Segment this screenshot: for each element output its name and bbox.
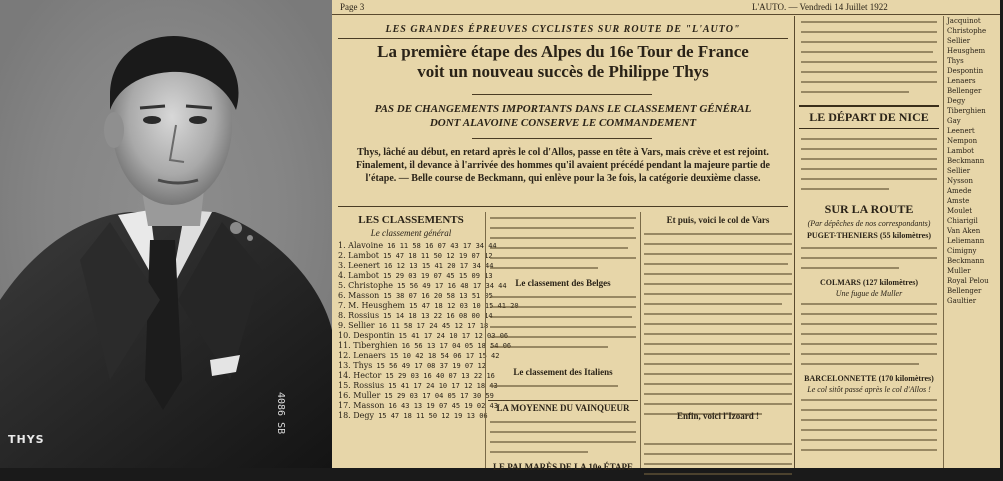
far-list-item: Leliemann xyxy=(947,237,985,245)
classement-row xyxy=(338,281,507,291)
rider-name: 12. Lenaers xyxy=(338,351,386,360)
col-izoard-heading: Enfin, voici l'Izoard ! xyxy=(676,411,759,421)
text-block-lines xyxy=(642,228,794,478)
rider-time: 15 47 18 11 50 12 19 07 12 xyxy=(383,252,493,260)
article-headline xyxy=(338,42,788,82)
rider-name: 16. Muller xyxy=(338,391,381,400)
depart-nice-title: LE DÉPART DE NICE xyxy=(799,105,939,129)
far-list-item: Bellenger xyxy=(947,287,982,295)
classement-row xyxy=(338,381,498,391)
sur-la-route-title: SUR LA ROUTE xyxy=(824,202,914,216)
classement-row xyxy=(338,331,509,341)
rider-time: 15 29 03 16 40 07 13 22 16 xyxy=(385,372,495,380)
far-list-item: Cimigny xyxy=(947,247,977,255)
column-text xyxy=(488,212,638,275)
rider-name: 9. Sellier xyxy=(338,321,375,330)
far-list-item: Lambot xyxy=(947,147,974,155)
far-list-item: Amede xyxy=(947,187,972,195)
text-block-lines xyxy=(488,380,638,394)
far-list-item: Jacquinot xyxy=(947,17,981,25)
subhead-line-2: DONT ALAVOINE CONSERVE LE COMMANDEMENT xyxy=(429,117,697,129)
rider-name: 15. Rossius xyxy=(338,381,385,390)
classement-row xyxy=(338,361,484,371)
classement-row xyxy=(338,261,494,271)
rider-time: 15 47 18 12 03 10 15 41 20 xyxy=(409,302,519,310)
rider-time: 15 14 18 13 22 16 08 00 14 xyxy=(383,312,493,320)
city-colmars: COLMARS (127 kilomètres) xyxy=(819,278,919,287)
colmars-subtitle: Une fugue de Muller xyxy=(835,289,903,298)
far-list-item: Sellier xyxy=(947,37,971,45)
far-list-item: Beckmann xyxy=(947,157,985,165)
rider-name: 18. Degy xyxy=(338,411,375,420)
far-list-item: Gaultier xyxy=(947,297,977,305)
right-columns xyxy=(794,16,1001,468)
rider-name: 4. Lambot xyxy=(338,271,379,280)
far-list-item: Nysson xyxy=(947,177,973,185)
page-number: Page 3 xyxy=(340,2,365,12)
text-block-lines xyxy=(488,416,638,456)
far-list-item: Heusghem xyxy=(947,47,986,55)
classement-row xyxy=(338,251,493,261)
masthead: L'AUTO. — Vendredi 14 Juillet 1922 xyxy=(752,2,888,12)
rider-time: 16 11 58 16 07 43 17 34 44 xyxy=(387,242,497,250)
article-subhead xyxy=(338,102,788,130)
belges-column xyxy=(488,212,638,472)
right-column-1 xyxy=(799,16,939,468)
belges-title: Le classement des Belges xyxy=(515,278,611,288)
far-list-item: Nempon xyxy=(947,137,978,145)
far-list-item: Amste xyxy=(947,197,970,205)
classement-row xyxy=(338,351,500,361)
far-list-item: Chiarigil xyxy=(947,217,978,225)
rider-name: 17. Masson xyxy=(338,401,385,410)
classements-subtitle: Le classement général xyxy=(370,228,452,238)
far-list-item: Muller xyxy=(947,267,971,275)
barcelonnette-subtitle: Le col sitôt passé après le col d'Allos ! xyxy=(807,385,931,394)
article-lede xyxy=(340,146,786,185)
rider-name: 13. Thys xyxy=(338,361,373,370)
city-barcelonnette: BARCELONNETTE (170 kilomètres) xyxy=(804,374,934,383)
far-list-item: Gay xyxy=(947,117,961,125)
headline-line-1: La première étape des Alpes du 16e Tour de France xyxy=(377,42,749,61)
article-kicker: LES GRANDES ÉPREUVES CYCLISTES SUR ROUTE DE "L'AUTO" xyxy=(385,24,741,35)
classement-row xyxy=(338,271,493,281)
rider-time: 16 12 13 15 41 20 17 34 44 xyxy=(383,262,494,270)
far-list-item: Christophe xyxy=(947,27,987,35)
far-list-item: Tiberghien xyxy=(947,107,986,115)
rider-name: 10. Despontin xyxy=(338,331,395,340)
italiens-title: Le classement des Italiens xyxy=(513,367,613,377)
rider-time: 15 10 42 18 54 06 17 15 42 xyxy=(389,352,500,360)
rider-time: 15 29 03 19 07 45 15 09 13 xyxy=(383,272,493,280)
classement-row xyxy=(338,391,494,401)
portrait-photo xyxy=(0,0,332,468)
rider-time: 15 56 49 17 16 48 17 34 44 xyxy=(396,282,507,290)
classement-row xyxy=(338,411,488,421)
classement-row xyxy=(338,401,498,411)
rider-time: 15 29 03 17 04 05 17 30 59 xyxy=(384,392,494,400)
rider-time: 16 43 13 19 07 45 19 02 43 xyxy=(388,402,498,410)
rider-time: 15 56 49 17 08 37 19 07 12 xyxy=(376,362,486,370)
far-list-item: Bellenger xyxy=(947,87,982,95)
far-list-item: Beckmann xyxy=(947,257,985,265)
col-vars-heading: Et puis, voici le col de Vars xyxy=(666,215,770,225)
lede-line-3: l'étape. — Belle course de Beckmann, qui enlève pour la 3e fois, la catégorie deuxième classe. xyxy=(365,173,761,184)
far-list-item: Thys xyxy=(947,57,964,65)
rider-name: 7. M. Heusghem xyxy=(338,301,406,310)
city-puget-theniers: PUGET-THENIERS (55 kilomètres) xyxy=(806,231,931,240)
rider-name: 6. Masson xyxy=(338,291,380,300)
far-list-item: Degy xyxy=(947,97,966,105)
text-block-lines xyxy=(799,16,939,96)
photo-caption: THYS xyxy=(8,433,45,446)
newspaper-page xyxy=(332,0,1000,472)
classement-row xyxy=(338,291,493,301)
right-column-2 xyxy=(943,16,1003,468)
classements-column xyxy=(338,212,519,468)
rider-name: 14. Hector xyxy=(338,371,382,380)
far-list-item: Despontin xyxy=(947,67,984,75)
lede-line-2: Finalement, il devance à l'arrivée des hommes qu'il avaient précédé pendant la majeure partie de xyxy=(356,160,770,171)
classement-row xyxy=(338,311,493,321)
text-block-lines xyxy=(799,394,939,454)
far-list-item: Van Aken xyxy=(947,227,981,235)
rider-time: 15 41 17 24 10 17 12 03 06 xyxy=(398,332,509,340)
subhead-line-1: PAS DE CHANGEMENTS IMPORTANTS DANS LE CLASSEMENT GÉNÉRAL xyxy=(374,103,752,115)
classement-row xyxy=(338,321,489,331)
classement-row xyxy=(338,371,495,381)
far-list-item: Lenaers xyxy=(947,77,976,85)
rider-name: 5. Christophe xyxy=(338,281,393,290)
headline-line-2: voit un nouveau succès de Philippe Thys xyxy=(417,62,709,81)
text-block-lines xyxy=(799,133,939,193)
rider-name: 8. Rossius xyxy=(338,311,380,320)
classements-title: LES CLASSEMENTS xyxy=(358,214,464,226)
classement-row xyxy=(338,341,512,351)
rider-name: 3. Leenert xyxy=(338,261,380,270)
rider-time: 15 41 17 24 10 17 12 18 43 xyxy=(388,382,498,390)
rider-name: 2. Lambot xyxy=(338,251,379,260)
main-article xyxy=(332,16,794,472)
text-block-lines xyxy=(799,242,939,272)
far-list-item: Sellier xyxy=(947,167,971,175)
rider-name: 11. Tiberghien xyxy=(338,341,398,350)
text-block-lines xyxy=(488,212,638,272)
sur-la-route-subtitle: (Par dépêches de nos correspondants) xyxy=(807,219,931,228)
narrative-column xyxy=(642,212,794,468)
palmares-title: LE PALMARÈS DE LA 10e ÉTAPE xyxy=(493,462,633,472)
classement-row xyxy=(338,241,497,251)
classement-row xyxy=(338,301,519,311)
far-list-item: Leenert xyxy=(947,127,975,135)
text-block-lines xyxy=(799,298,939,368)
page-header xyxy=(332,0,1000,15)
rider-time: 15 47 18 11 50 12 19 13 06 xyxy=(378,412,488,420)
rider-time: 15 38 07 16 20 58 13 51 05 xyxy=(383,292,493,300)
lede-line-1: Thys, lâché au début, en retard après le col d'Allos, passe en tête à Vars, mais crève et est rejoint. xyxy=(357,147,769,158)
far-list-item: Moulet xyxy=(947,207,973,215)
rider-time: 16 11 58 17 24 45 12 17 18 xyxy=(378,322,489,330)
rider-name: 1. Alavoine xyxy=(338,241,384,250)
photo-reference-mark: 4086 SB xyxy=(275,392,286,435)
far-list-item: Royal Pelou xyxy=(947,277,989,285)
moyenne-title: LA MOYENNE DU VAINQUEUR xyxy=(488,400,638,413)
text-block-lines xyxy=(488,291,638,361)
classement-list xyxy=(338,241,519,421)
rider-time: 16 56 13 17 04 05 18 54 06 xyxy=(401,342,512,350)
